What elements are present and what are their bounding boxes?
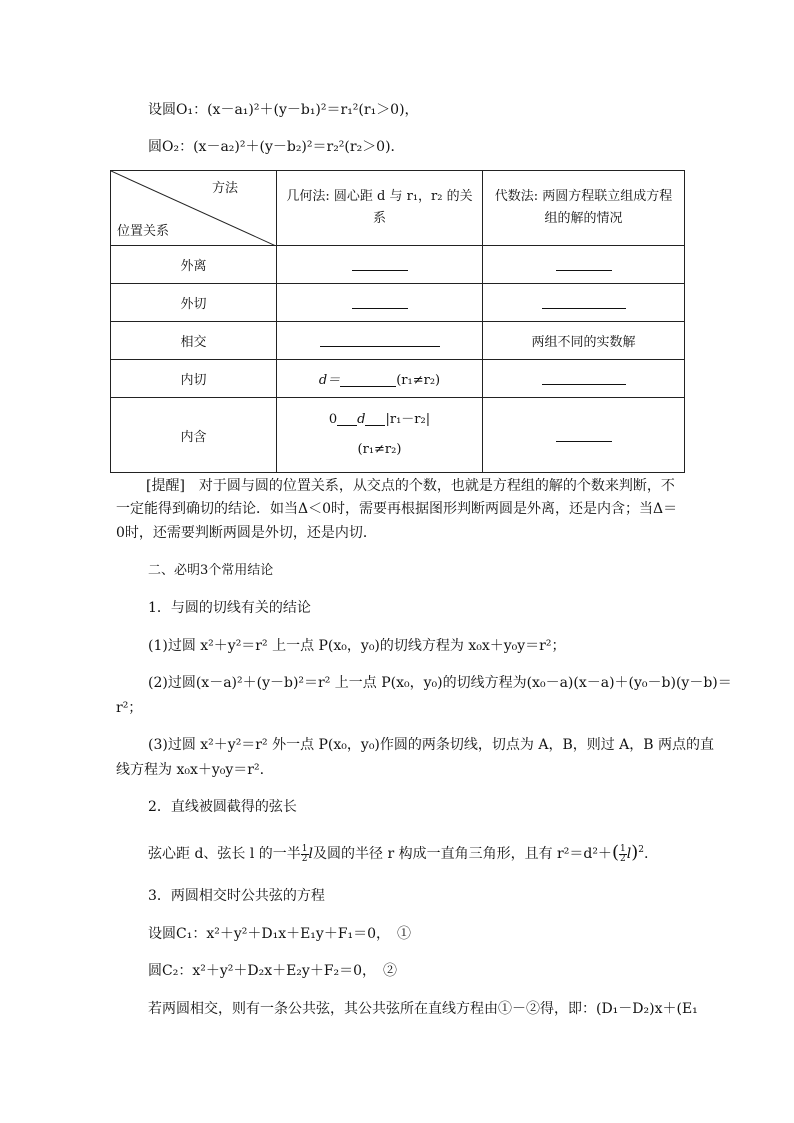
geo-contained-cell [277,398,483,473]
geo-condition: (r₁≠r₂) [357,442,402,457]
tip-line3: 0时，还需要判断两圆是外切，还是内切． [116,525,377,541]
geo-suffix: (r₁≠r₂) [396,373,441,388]
table-row [111,284,685,322]
alg-header-line2: 组的解的情况 [544,211,623,226]
geo-header-line2: 系 [372,211,386,226]
corner-method-label: 方法 [211,181,238,196]
subsection-title: 3．两圆相交时公共弦的方程 [148,888,325,904]
table-row [111,322,685,360]
answer-blank[interactable] [542,372,626,385]
conclusion-item: (2)过圆(x－a)²＋(y－b)²＝r² 上一点 P(x₀，y₀)的切线方程为(x₀－a)(x－a)＋(y₀－b)(y－b)＝ [148,675,732,691]
geo-abs-diff: |r₁－r₂| [385,412,431,427]
chord-length-formula: 弦心距 d、弦长 l 的一半 $\frac{1}{2}$ l及圆的半径 r 构成一直角三角形，且有 r²＝d²＋( $\frac{1}{2}$ l)$^2$. [148,842,649,864]
alg-header-line1: 代数法: 两圆方程联立组成方程 [494,189,673,204]
section-title: 二、必明3个常用结论 [148,563,274,578]
conclusion-item: (1)过圆 x²＋y²＝r² 上一点 P(x₀，y₀)的切线方程为 x₀x＋y₀y＝r²； [148,638,566,654]
row-label: 相交 [111,322,277,360]
tip-line1: [提醒] 对于圆与圆的位置关系，从交点的个数，也就是方程组的解的个数来判断，不 [146,478,675,494]
answer-blank[interactable] [352,296,408,309]
half-fraction: $\frac{1}{2}$ [301,843,308,864]
circle-equation: 圆C₂：x²＋y²＋D₂x＋E₂y＋F₂＝0， ② [148,963,398,979]
intro-circle1: 设圆O₁：(x－a₁)²＋(y－b₁)²＝r₁²(r₁＞0)， [148,102,419,118]
geo-method-header [277,171,483,246]
row-label: 内切 [111,360,277,398]
table-row [111,360,685,398]
answer-blank[interactable] [352,258,408,271]
geo-header-line1: 几何法: 圆心距 d 与 r₁，r₂ 的关 [286,189,473,204]
answer-blank[interactable] [542,296,626,309]
circle-equation: 设圆C₁：x²＋y²＋D₁x＋E₁y＋F₁＝0， ① [148,926,412,942]
table-row [111,398,685,473]
alg-method-header [483,171,685,246]
answer-blank[interactable] [337,413,357,426]
half-fraction: $\frac{1}{2}$ [619,843,626,864]
geo-zero: 0 [328,412,338,427]
geo-prefix: d＝ [318,373,341,388]
row-label: 外离 [111,246,277,284]
conclusion-item-cont: 线方程为 x₀x＋y₀y＝r². [116,762,265,778]
position-relation-table [110,170,685,473]
answer-blank[interactable] [320,334,440,347]
table-corner-header [111,171,277,246]
answer-blank[interactable] [365,413,385,426]
common-chord-text: 若两圆相交，则有一条公共弦，其公共弦所在直线方程由①－②得，即：(D₁－D₂)x＋(E₁ [148,1001,698,1017]
answer-blank[interactable] [556,429,612,442]
corner-relation-label: 位置关系 [117,224,170,239]
row-label: 外切 [111,284,277,322]
alg-answer-text: 两组不同的实数解 [483,322,685,360]
subsection-title: 2．直线被圆截得的弦长 [148,799,297,815]
conclusion-item: (3)过圆 x²＋y²＝r² 外一点 P(x₀，y₀)作圆的两条切线，切点为 A，B，则过 A，B 两点的直 [148,737,715,753]
answer-blank[interactable] [340,374,396,387]
geo-d: d [357,412,366,427]
tip-line2: 一定能得到确切的结论．如当Δ＜0时，需要再根据图形判断两圆是外离，还是内含；当Δ＝ [116,501,678,517]
subsection-title: 1．与圆的切线有关的结论 [148,600,311,616]
intro-circle2: 圆O₂：(x－a₂)²＋(y－b₂)²＝r₂²(r₂＞0)． [148,139,405,155]
table-row [111,246,685,284]
geo-tangent-cell [277,360,483,398]
row-label: 内含 [111,398,277,473]
conclusion-item-cont: r²； [116,700,143,716]
answer-blank[interactable] [556,258,612,271]
